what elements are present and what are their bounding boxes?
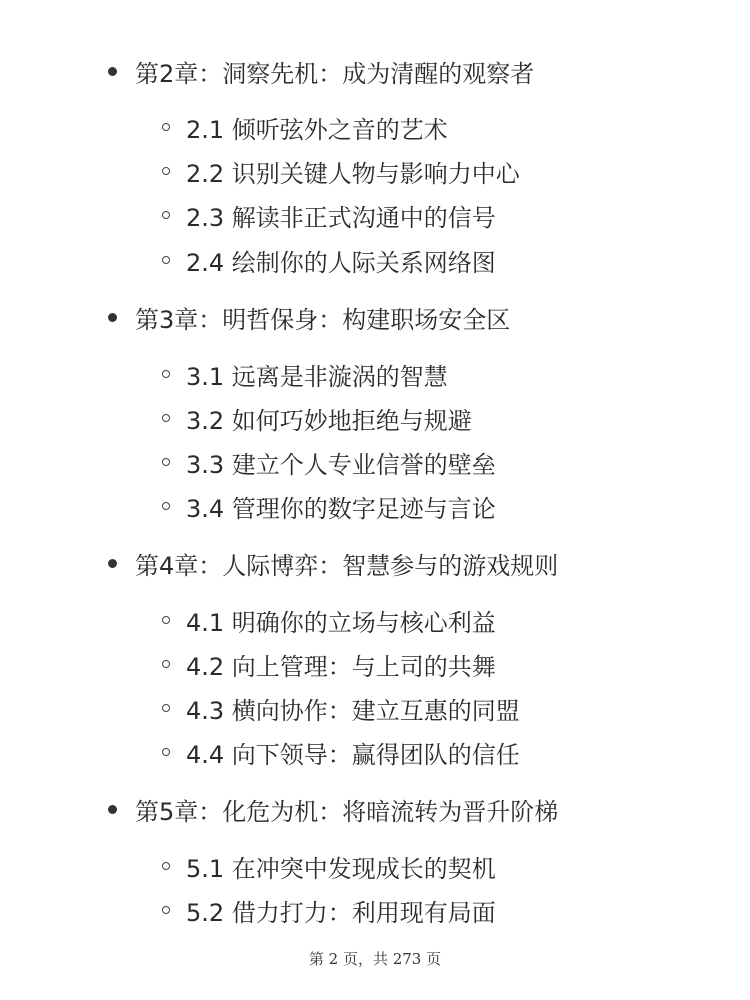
section-title: 3.3 建立个人专业信誉的壁垒 [186,450,496,479]
chapter-item [108,51,534,91]
section-title: 3.1 远离是非漩涡的智慧 [186,362,448,391]
chapter-title: 第5章：化危为机：将暗流转为晋升阶梯 [135,797,559,826]
circle-bullet-icon [162,616,170,624]
section-item [162,398,472,438]
section-title: 4.4 向下领导：赢得团队的信任 [186,740,520,769]
section-item [162,107,448,147]
circle-bullet-icon [162,211,170,219]
section-title: 2.3 解读非正式沟通中的信号 [186,203,496,232]
circle-bullet-icon [162,906,170,914]
bullet-icon [108,559,117,568]
bullet-icon [108,67,117,76]
circle-bullet-icon [162,370,170,378]
page-number-footer: 第 2 页，共 273 页 [308,950,442,968]
section-item [162,688,520,728]
circle-bullet-icon [162,748,170,756]
circle-bullet-icon [162,502,170,510]
chapter-title: 第2章：洞察先机：成为清醒的观察者 [135,59,535,88]
chapter-item [108,543,558,583]
section-item [162,600,496,640]
circle-bullet-icon [162,123,170,131]
section-item [162,195,496,235]
chapter-title: 第4章：人际博弈：智慧参与的游戏规则 [135,551,559,580]
section-title: 2.1 倾听弦外之音的艺术 [186,115,448,144]
section-item [162,486,496,526]
section-title: 5.2 借力打力：利用现有局面 [186,898,496,927]
circle-bullet-icon [162,167,170,175]
bullet-icon [108,805,117,814]
section-item [162,732,520,772]
chapter-item [108,297,510,337]
circle-bullet-icon [162,256,170,264]
chapter-item [108,789,558,829]
section-item [162,846,496,886]
chapter-title: 第3章：明哲保身：构建职场安全区 [135,305,511,334]
section-title: 5.1 在冲突中发现成长的契机 [186,854,496,883]
section-item [162,151,520,191]
section-title: 3.2 如何巧妙地拒绝与规避 [186,406,472,435]
section-title: 2.4 绘制你的人际关系网络图 [186,248,496,277]
section-item [162,644,496,684]
section-title: 4.3 横向协作：建立互惠的同盟 [186,696,520,725]
section-title: 4.1 明确你的立场与核心利益 [186,608,496,637]
section-item [162,890,496,930]
circle-bullet-icon [162,862,170,870]
section-title: 3.4 管理你的数字足迹与言论 [186,494,496,523]
circle-bullet-icon [162,704,170,712]
section-item [162,354,448,394]
section-title: 4.2 向上管理：与上司的共舞 [186,652,496,681]
circle-bullet-icon [162,458,170,466]
section-item [162,442,496,482]
bullet-icon [108,313,117,322]
section-item [162,240,496,280]
section-title: 2.2 识别关键人物与影响力中心 [186,159,520,188]
circle-bullet-icon [162,414,170,422]
circle-bullet-icon [162,660,170,668]
